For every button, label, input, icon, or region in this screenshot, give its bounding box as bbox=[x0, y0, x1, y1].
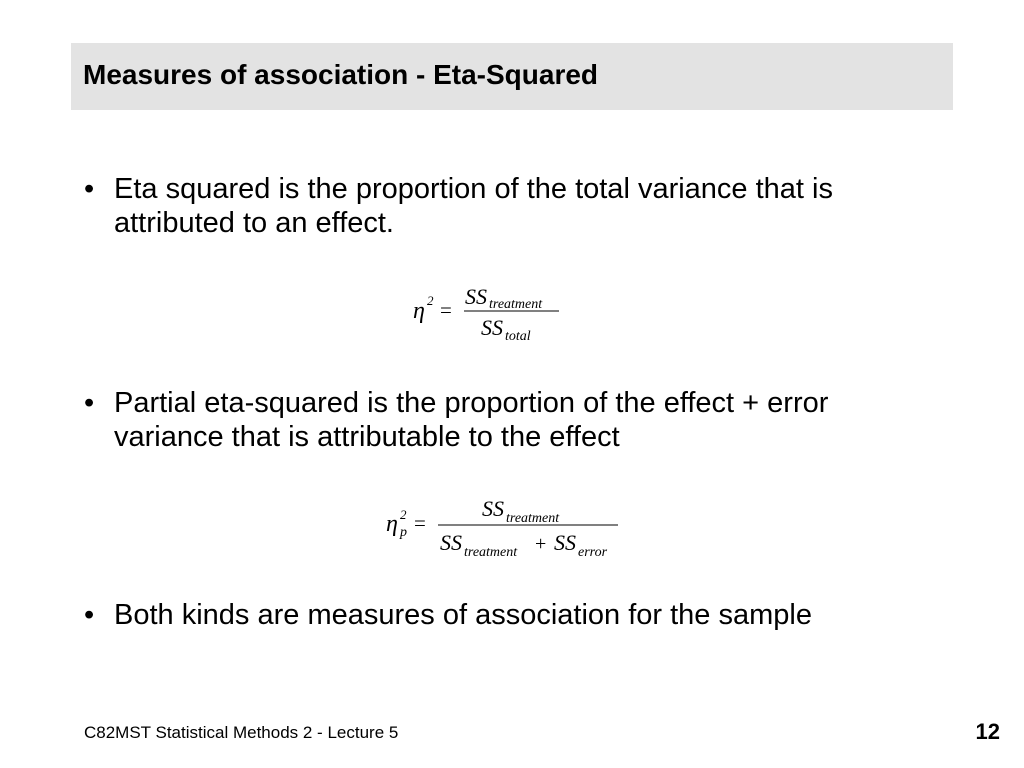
bullet-text: Eta squared is the proportion of the total variance that is attributed to an effect. bbox=[114, 173, 833, 239]
eta-symbol: η bbox=[413, 298, 425, 324]
denominator-subscript-2: error bbox=[578, 545, 608, 560]
eta-superscript: 2 bbox=[427, 293, 434, 308]
eta-subscript: p bbox=[400, 525, 407, 540]
eta-superscript: 2 bbox=[400, 507, 407, 522]
denominator-subscript-1: treatment bbox=[464, 545, 518, 560]
bullet-marker: • bbox=[84, 599, 95, 631]
eta-symbol: η bbox=[386, 511, 398, 537]
equals-sign: = bbox=[414, 511, 426, 535]
slide-title: Measures of association - Eta-Squared bbox=[83, 59, 599, 90]
bullet-marker: • bbox=[84, 387, 95, 419]
title-bar bbox=[71, 43, 953, 110]
bullet-text: Partial eta-squared is the proportion of the effect + error variance that is attributable to the effect bbox=[114, 387, 829, 453]
formula-eta-squared bbox=[405, 280, 575, 350]
formula-partial-eta-squared bbox=[378, 492, 628, 564]
plus-sign: + bbox=[535, 533, 547, 555]
footer-course-label: C82MST Statistical Methods 2 - Lecture 5 bbox=[84, 723, 399, 742]
denominator-subscript: total bbox=[505, 329, 531, 344]
numerator-ss: SS bbox=[482, 496, 504, 521]
bullet-item-3 bbox=[84, 598, 944, 632]
bullet-marker: • bbox=[84, 173, 95, 205]
numerator-ss: SS bbox=[465, 284, 487, 309]
denominator-ss-2: SS bbox=[554, 530, 576, 555]
equals-sign: = bbox=[440, 298, 452, 322]
footer-page-number: 12 bbox=[975, 719, 1000, 744]
denominator-ss-1: SS bbox=[440, 530, 462, 555]
denominator-ss: SS bbox=[481, 315, 503, 340]
numerator-subscript: treatment bbox=[506, 511, 560, 526]
bullet-text: Both kinds are measures of association for the sample bbox=[114, 599, 812, 631]
bullet-item-2 bbox=[84, 386, 944, 454]
bullet-item-1 bbox=[84, 172, 944, 240]
numerator-subscript: treatment bbox=[489, 297, 543, 312]
